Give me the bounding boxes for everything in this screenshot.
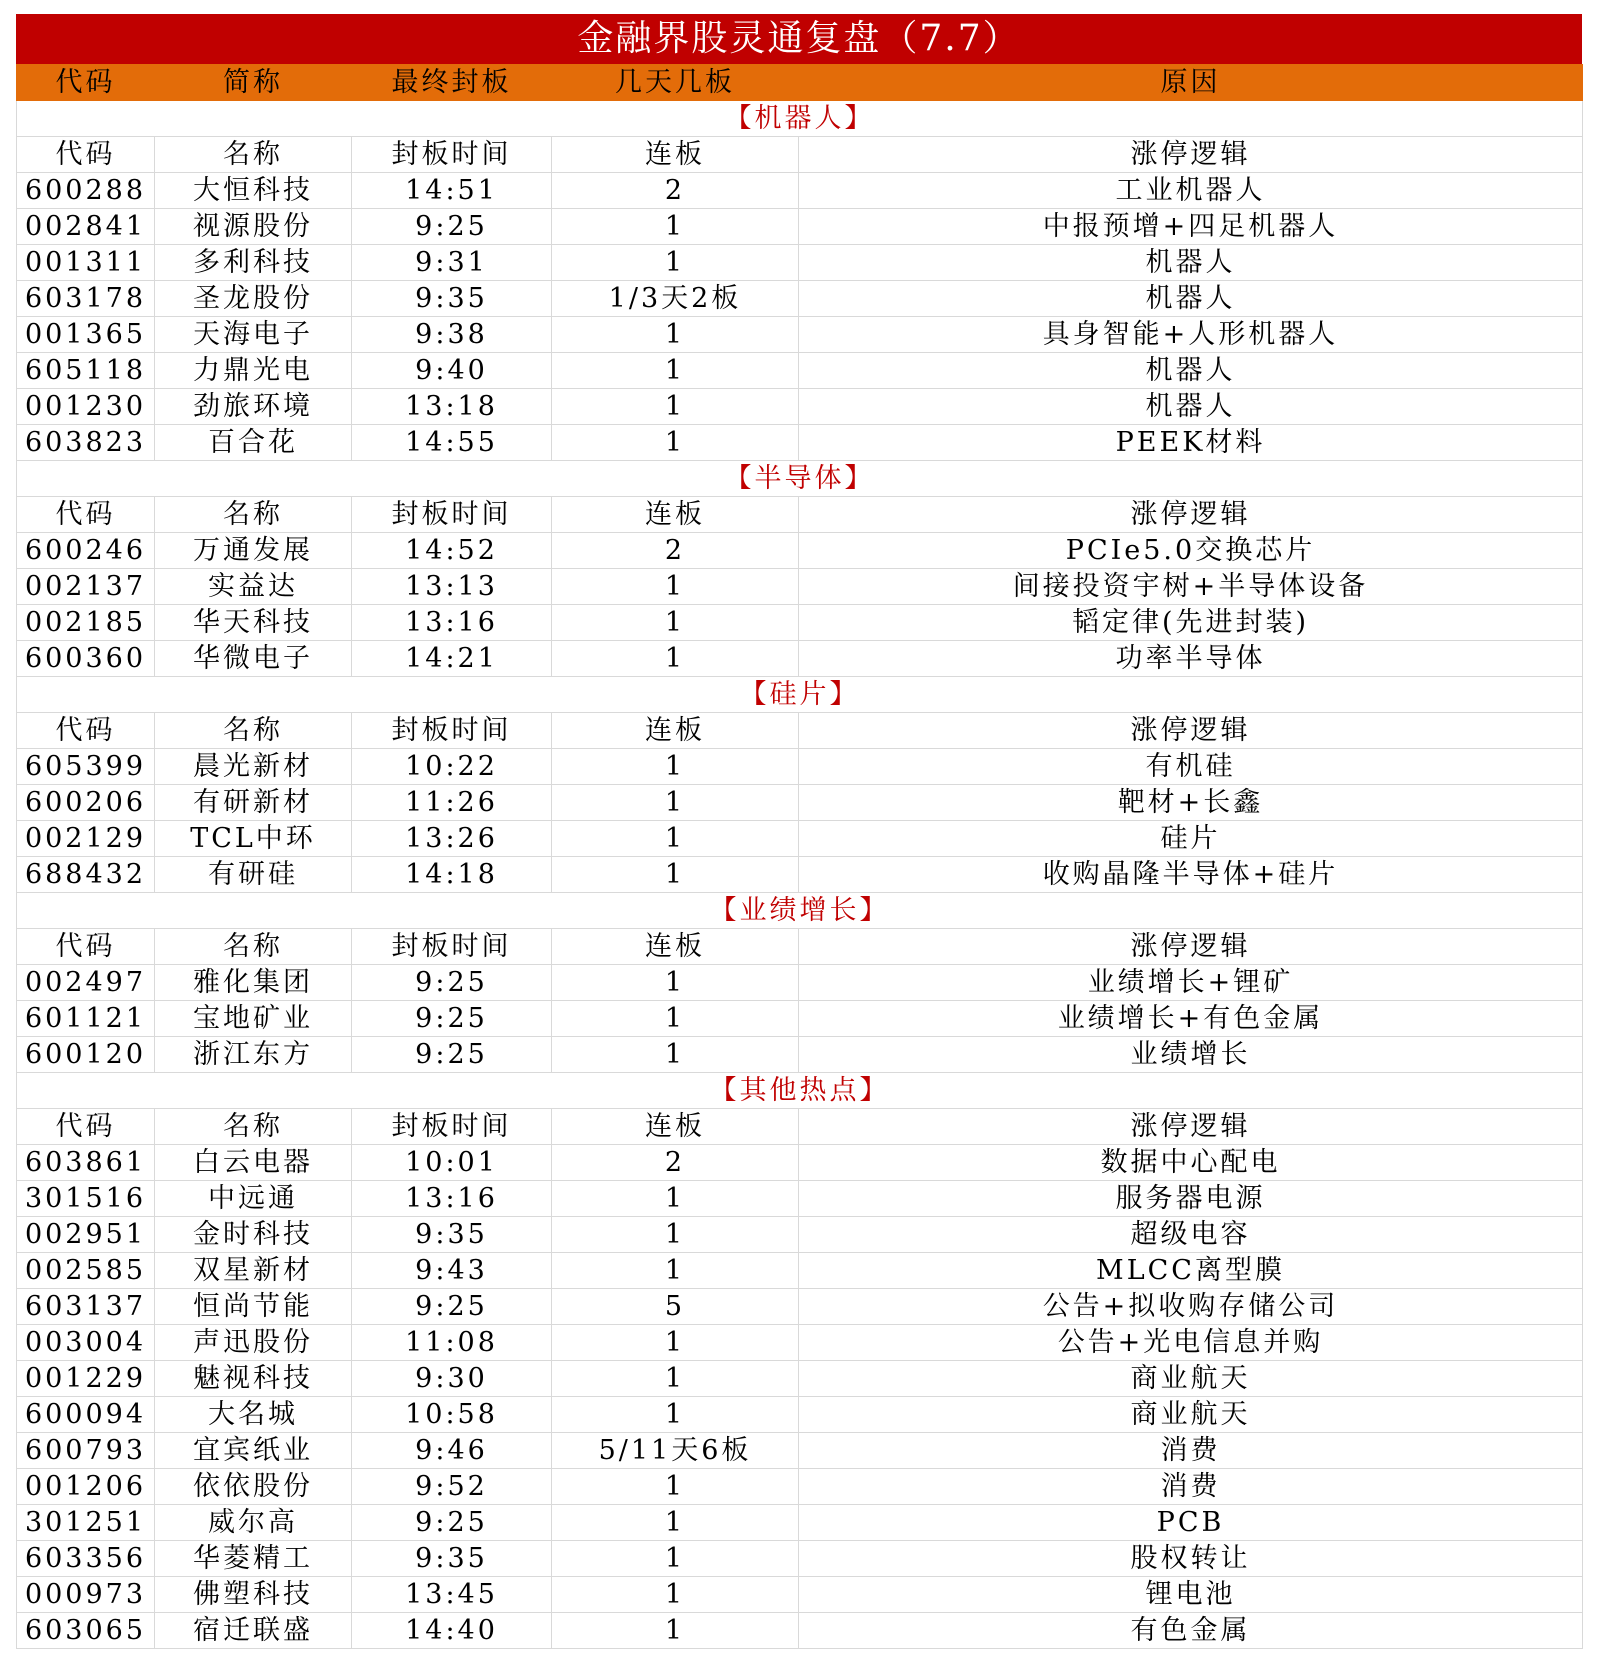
consecutive-boards: 1 — [552, 1469, 799, 1505]
subheader-code: 代码 — [17, 1109, 155, 1145]
limit-up-logic: 中报预增+四足机器人 — [799, 209, 1583, 245]
section-title: 【业绩增长】 — [17, 893, 1583, 929]
section-subheader-row — [17, 929, 1583, 965]
limit-up-logic: 韬定律(先进封装) — [799, 605, 1583, 641]
limit-up-logic: 间接投资宇树+半导体设备 — [799, 569, 1583, 605]
table-row — [17, 173, 1583, 209]
limit-up-logic: 公告+光电信息并购 — [799, 1325, 1583, 1361]
limit-up-logic: 数据中心配电 — [799, 1145, 1583, 1181]
table-row — [17, 1361, 1583, 1397]
stock-code: 002129 — [17, 821, 155, 857]
stock-name: 圣龙股份 — [155, 281, 352, 317]
stock-code: 603823 — [17, 425, 155, 461]
limit-up-logic: 超级电容 — [799, 1217, 1583, 1253]
consecutive-boards: 1 — [552, 353, 799, 389]
stock-name: 多利科技 — [155, 245, 352, 281]
limit-up-logic: MLCC离型膜 — [799, 1253, 1583, 1289]
stock-code: 600120 — [17, 1037, 155, 1073]
consecutive-boards: 1 — [552, 785, 799, 821]
subheader-code: 代码 — [17, 713, 155, 749]
stock-name: 百合花 — [155, 425, 352, 461]
consecutive-boards: 1 — [552, 1361, 799, 1397]
seal-time: 9:40 — [352, 353, 552, 389]
subheader-logic: 涨停逻辑 — [799, 497, 1583, 533]
stock-code: 603356 — [17, 1541, 155, 1577]
stock-name: 实益达 — [155, 569, 352, 605]
table-row — [17, 1469, 1583, 1505]
consecutive-boards: 1 — [552, 245, 799, 281]
table-row — [17, 1253, 1583, 1289]
subheader-seal-time: 封板时间 — [352, 713, 552, 749]
stock-name: 威尔高 — [155, 1505, 352, 1541]
seal-time: 14:52 — [352, 533, 552, 569]
stock-name: 万通发展 — [155, 533, 352, 569]
stock-code: 603178 — [17, 281, 155, 317]
subheader-consecutive: 连板 — [552, 713, 799, 749]
consecutive-boards: 1 — [552, 1217, 799, 1253]
seal-time: 9:35 — [352, 1541, 552, 1577]
consecutive-boards: 1 — [552, 965, 799, 1001]
consecutive-boards: 5/11天6板 — [552, 1433, 799, 1469]
table-row — [17, 569, 1583, 605]
stock-name: 大名城 — [155, 1397, 352, 1433]
stock-name: 魅视科技 — [155, 1361, 352, 1397]
table-row — [17, 1397, 1583, 1433]
subheader-code: 代码 — [17, 929, 155, 965]
limit-up-logic: PCIe5.0交换芯片 — [799, 533, 1583, 569]
consecutive-boards: 1 — [552, 641, 799, 677]
table-row — [17, 281, 1583, 317]
stock-name: 天海电子 — [155, 317, 352, 353]
seal-time: 9:38 — [352, 317, 552, 353]
consecutive-boards: 1 — [552, 1505, 799, 1541]
stock-code: 603065 — [17, 1613, 155, 1649]
sheet-title: 金融界股灵通复盘（7.7） — [16, 14, 1582, 64]
stock-code: 001206 — [17, 1469, 155, 1505]
stock-name: 声迅股份 — [155, 1325, 352, 1361]
stock-code: 001311 — [17, 245, 155, 281]
section-subheader-row — [17, 713, 1583, 749]
stock-name: 宿迁联盛 — [155, 1613, 352, 1649]
consecutive-boards: 1 — [552, 1037, 799, 1073]
subheader-seal-time: 封板时间 — [352, 1109, 552, 1145]
table-row — [17, 1181, 1583, 1217]
subheader-name: 名称 — [155, 497, 352, 533]
table-row — [17, 1541, 1583, 1577]
stock-code: 601121 — [17, 1001, 155, 1037]
table-row — [17, 1505, 1583, 1541]
table-row — [17, 533, 1583, 569]
consecutive-boards: 1 — [552, 209, 799, 245]
limit-up-logic: 锂电池 — [799, 1577, 1583, 1613]
section-title: 【硅片】 — [17, 677, 1583, 713]
consecutive-boards: 1 — [552, 317, 799, 353]
limit-up-logic: 有机硅 — [799, 749, 1583, 785]
stock-name: 宝地矿业 — [155, 1001, 352, 1037]
limit-up-table — [16, 64, 1583, 1649]
consecutive-boards: 1 — [552, 1325, 799, 1361]
consecutive-boards: 1 — [552, 425, 799, 461]
table-row — [17, 1289, 1583, 1325]
stock-code: 001230 — [17, 389, 155, 425]
table-body — [17, 65, 1583, 1649]
section-title-row — [17, 677, 1583, 713]
subheader-name: 名称 — [155, 137, 352, 173]
table-row — [17, 857, 1583, 893]
consecutive-boards: 1 — [552, 821, 799, 857]
limit-up-logic: 收购晶隆半导体+硅片 — [799, 857, 1583, 893]
stock-code: 603861 — [17, 1145, 155, 1181]
subheader-seal-time: 封板时间 — [352, 497, 552, 533]
stock-code: 600288 — [17, 173, 155, 209]
stock-name: 有研硅 — [155, 857, 352, 893]
consecutive-boards: 1 — [552, 389, 799, 425]
limit-up-logic: 股权转让 — [799, 1541, 1583, 1577]
subheader-consecutive: 连板 — [552, 497, 799, 533]
subheader-consecutive: 连板 — [552, 929, 799, 965]
limit-up-logic: 消费 — [799, 1433, 1583, 1469]
consecutive-boards: 2 — [552, 173, 799, 209]
limit-up-logic: 机器人 — [799, 353, 1583, 389]
table-row — [17, 965, 1583, 1001]
limit-up-logic: 机器人 — [799, 389, 1583, 425]
stock-name: 白云电器 — [155, 1145, 352, 1181]
stock-code: 603137 — [17, 1289, 155, 1325]
consecutive-boards: 5 — [552, 1289, 799, 1325]
section-title-row — [17, 893, 1583, 929]
stock-code: 001229 — [17, 1361, 155, 1397]
limit-up-logic: 商业航天 — [799, 1361, 1583, 1397]
section-subheader-row — [17, 1109, 1583, 1145]
table-row — [17, 1001, 1583, 1037]
seal-time: 9:43 — [352, 1253, 552, 1289]
stock-code: 002585 — [17, 1253, 155, 1289]
table-row — [17, 785, 1583, 821]
seal-time: 11:26 — [352, 785, 552, 821]
limit-up-logic: PCB — [799, 1505, 1583, 1541]
stock-code: 002137 — [17, 569, 155, 605]
seal-time: 13:16 — [352, 605, 552, 641]
subheader-logic: 涨停逻辑 — [799, 1109, 1583, 1145]
subheader-code: 代码 — [17, 497, 155, 533]
seal-time: 13:45 — [352, 1577, 552, 1613]
stock-code: 605118 — [17, 353, 155, 389]
consecutive-boards: 1 — [552, 1613, 799, 1649]
limit-up-logic: 功率半导体 — [799, 641, 1583, 677]
stock-code: 301251 — [17, 1505, 155, 1541]
seal-time: 9:31 — [352, 245, 552, 281]
seal-time: 9:25 — [352, 1505, 552, 1541]
limit-up-logic: 服务器电源 — [799, 1181, 1583, 1217]
seal-time: 14:40 — [352, 1613, 552, 1649]
stock-name: 雅化集团 — [155, 965, 352, 1001]
seal-time: 9:52 — [352, 1469, 552, 1505]
limit-up-logic: PEEK材料 — [799, 425, 1583, 461]
stock-name: 华微电子 — [155, 641, 352, 677]
stock-code: 002497 — [17, 965, 155, 1001]
header-short-name: 简称 — [155, 65, 352, 101]
subheader-consecutive: 连板 — [552, 1109, 799, 1145]
header-code: 代码 — [17, 65, 155, 101]
seal-time: 9:25 — [352, 1037, 552, 1073]
table-row — [17, 1217, 1583, 1253]
table-row — [17, 605, 1583, 641]
consecutive-boards: 1 — [552, 1001, 799, 1037]
stock-code: 000973 — [17, 1577, 155, 1613]
stock-name: 大恒科技 — [155, 173, 352, 209]
seal-time: 10:58 — [352, 1397, 552, 1433]
table-row — [17, 245, 1583, 281]
section-title-row — [17, 101, 1583, 137]
limit-up-logic: 公告+拟收购存储公司 — [799, 1289, 1583, 1325]
stock-code: 002185 — [17, 605, 155, 641]
table-row — [17, 209, 1583, 245]
limit-up-logic: 有色金属 — [799, 1613, 1583, 1649]
stock-name: 华天科技 — [155, 605, 352, 641]
seal-time: 9:30 — [352, 1361, 552, 1397]
stock-name: 宜宾纸业 — [155, 1433, 352, 1469]
stock-code: 001365 — [17, 317, 155, 353]
section-subheader-row — [17, 137, 1583, 173]
review-sheet — [16, 14, 1582, 1649]
subheader-code: 代码 — [17, 137, 155, 173]
limit-up-logic: 具身智能+人形机器人 — [799, 317, 1583, 353]
seal-time: 13:18 — [352, 389, 552, 425]
table-row — [17, 1325, 1583, 1361]
subheader-consecutive: 连板 — [552, 137, 799, 173]
consecutive-boards: 1/3天2板 — [552, 281, 799, 317]
limit-up-logic: 消费 — [799, 1469, 1583, 1505]
subheader-logic: 涨停逻辑 — [799, 713, 1583, 749]
table-row — [17, 317, 1583, 353]
section-title-row — [17, 461, 1583, 497]
table-row — [17, 641, 1583, 677]
stock-code: 605399 — [17, 749, 155, 785]
limit-up-logic: 业绩增长+有色金属 — [799, 1001, 1583, 1037]
seal-time: 9:25 — [352, 209, 552, 245]
stock-name: 晨光新材 — [155, 749, 352, 785]
seal-time: 14:55 — [352, 425, 552, 461]
stock-code: 688432 — [17, 857, 155, 893]
stock-name: TCL中环 — [155, 821, 352, 857]
stock-name: 佛塑科技 — [155, 1577, 352, 1613]
header-reason: 原因 — [799, 65, 1583, 101]
header-final-seal: 最终封板 — [352, 65, 552, 101]
seal-time: 14:51 — [352, 173, 552, 209]
limit-up-logic: 业绩增长 — [799, 1037, 1583, 1073]
seal-time: 13:16 — [352, 1181, 552, 1217]
seal-time: 14:18 — [352, 857, 552, 893]
seal-time: 9:25 — [352, 1289, 552, 1325]
seal-time: 14:21 — [352, 641, 552, 677]
table-row — [17, 821, 1583, 857]
stock-name: 浙江东方 — [155, 1037, 352, 1073]
consecutive-boards: 1 — [552, 1253, 799, 1289]
subheader-name: 名称 — [155, 713, 352, 749]
limit-up-logic: 机器人 — [799, 245, 1583, 281]
stock-code: 002841 — [17, 209, 155, 245]
stock-code: 301516 — [17, 1181, 155, 1217]
seal-time: 11:08 — [352, 1325, 552, 1361]
subheader-name: 名称 — [155, 1109, 352, 1145]
consecutive-boards: 2 — [552, 533, 799, 569]
subheader-logic: 涨停逻辑 — [799, 137, 1583, 173]
seal-time: 9:25 — [352, 1001, 552, 1037]
consecutive-boards: 1 — [552, 1397, 799, 1433]
stock-code: 600360 — [17, 641, 155, 677]
seal-time: 13:13 — [352, 569, 552, 605]
limit-up-logic: 硅片 — [799, 821, 1583, 857]
seal-time: 10:01 — [352, 1145, 552, 1181]
stock-name: 力鼎光电 — [155, 353, 352, 389]
stock-code: 600793 — [17, 1433, 155, 1469]
consecutive-boards: 2 — [552, 1145, 799, 1181]
stock-name: 中远通 — [155, 1181, 352, 1217]
seal-time: 9:25 — [352, 965, 552, 1001]
table-row — [17, 389, 1583, 425]
table-row — [17, 353, 1583, 389]
stock-code: 600206 — [17, 785, 155, 821]
consecutive-boards: 1 — [552, 1577, 799, 1613]
limit-up-logic: 靶材+长鑫 — [799, 785, 1583, 821]
stock-code: 002951 — [17, 1217, 155, 1253]
table-row — [17, 425, 1583, 461]
subheader-logic: 涨停逻辑 — [799, 929, 1583, 965]
table-row — [17, 1037, 1583, 1073]
table-row — [17, 1613, 1583, 1649]
subheader-seal-time: 封板时间 — [352, 137, 552, 173]
section-title-row — [17, 1073, 1583, 1109]
stock-code: 600246 — [17, 533, 155, 569]
stock-name: 劲旅环境 — [155, 389, 352, 425]
table-row — [17, 749, 1583, 785]
section-title: 【机器人】 — [17, 101, 1583, 137]
section-title: 【半导体】 — [17, 461, 1583, 497]
stock-name: 华菱精工 — [155, 1541, 352, 1577]
limit-up-logic: 业绩增长+锂矿 — [799, 965, 1583, 1001]
stock-name: 有研新材 — [155, 785, 352, 821]
table-row — [17, 1433, 1583, 1469]
stock-name: 双星新材 — [155, 1253, 352, 1289]
stock-name: 金时科技 — [155, 1217, 352, 1253]
seal-time: 9:46 — [352, 1433, 552, 1469]
consecutive-boards: 1 — [552, 1181, 799, 1217]
consecutive-boards: 1 — [552, 605, 799, 641]
seal-time: 9:35 — [352, 281, 552, 317]
consecutive-boards: 1 — [552, 1541, 799, 1577]
limit-up-logic: 机器人 — [799, 281, 1583, 317]
limit-up-logic: 工业机器人 — [799, 173, 1583, 209]
consecutive-boards: 1 — [552, 569, 799, 605]
limit-up-logic: 商业航天 — [799, 1397, 1583, 1433]
seal-time: 9:35 — [352, 1217, 552, 1253]
seal-time: 10:22 — [352, 749, 552, 785]
header-board-count: 几天几板 — [552, 65, 799, 101]
subheader-name: 名称 — [155, 929, 352, 965]
section-title: 【其他热点】 — [17, 1073, 1583, 1109]
stock-code: 003004 — [17, 1325, 155, 1361]
stock-name: 视源股份 — [155, 209, 352, 245]
table-row — [17, 1577, 1583, 1613]
table-row — [17, 1145, 1583, 1181]
subheader-seal-time: 封板时间 — [352, 929, 552, 965]
seal-time: 13:26 — [352, 821, 552, 857]
stock-name: 恒尚节能 — [155, 1289, 352, 1325]
stock-code: 600094 — [17, 1397, 155, 1433]
consecutive-boards: 1 — [552, 749, 799, 785]
section-subheader-row — [17, 497, 1583, 533]
consecutive-boards: 1 — [552, 857, 799, 893]
stock-name: 依依股份 — [155, 1469, 352, 1505]
header-row — [17, 65, 1583, 101]
